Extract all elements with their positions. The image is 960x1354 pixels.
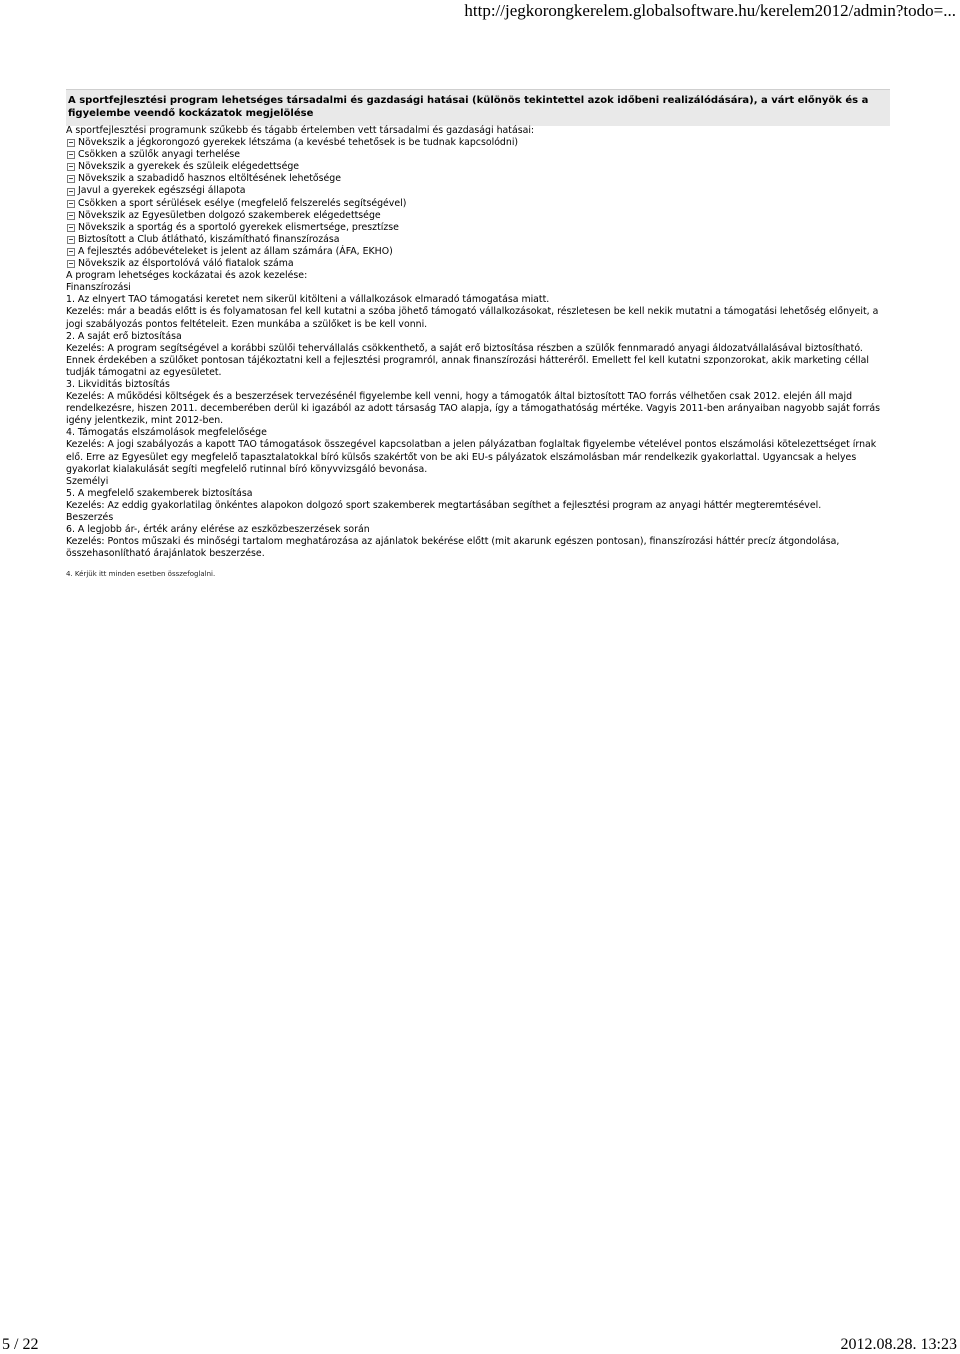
section-content [66,125,892,560]
impact-label: Növekszik a sportág és a sportoló gyerekek elismertsége, presztízse [78,221,399,233]
risk-line: Kezelés: Pontos műszaki és minőségi tartalom meghatározása az ajánlatok bekérése előtt (mit akarunk egészen pontosan), finanszírozási háttér precíz átgondolása, összehasonlítható árajánlatok beszerzése. [66,536,840,560]
impact-label: Növekszik a szabadidő hasznos eltöltésének lehetősége [78,173,342,185]
checked-box-icon [67,151,75,159]
page-number: 5 / 22 [2,1336,39,1353]
risk-line: 4. Támogatás elszámolások megfelelősége [66,427,267,439]
impact-label: Csökken a szülők anyagi terhelése [78,149,240,161]
impact-item [66,137,892,149]
impact-item [66,161,892,173]
page-url: http://jegkorongkerelem.globalsoftware.hu/kerelem2012/admin?todo=... [464,1,956,20]
checked-box-icon [67,139,75,147]
risk-line: Kezelés: Az eddig gyakorlatilag önkéntes alapokon dolgozó sport szakemberek megtartásában segíthet a fejlesztési program az anyagi háttér megteremtésével. [66,499,822,511]
risk-line: 1. Az elnyert TAO támogatási keretet nem sikerül kitölteni a vállalkozások elmaradó támogatása miatt. [66,294,550,306]
print-timestamp: 2012.08.28. 13:23 [840,1336,957,1353]
risk-line: 3. Likviditás biztosítás [66,378,170,390]
impact-item [66,210,892,222]
checked-box-icon [67,248,75,256]
impact-label: Növekszik az Egyesületben dolgozó szakemberek elégedettsége [78,209,381,221]
impact-label: A fejlesztés adóbevételeket is jelent az állam számára (ÁFA, EKHO) [78,245,393,257]
intro-text: A sportfejlesztési programunk szűkebb és tágabb értelemben vett társadalmi és gazdasági hatásai: [66,125,535,136]
risk-line: Személyi [66,475,109,487]
impact-label: Növekszik a gyerekek és szüleik elégedettsége [78,161,300,173]
risk-line: Kezelés: A működési költségek és a beszerzések tervezésénél figyelembe kell venni, hogy a támogatók által biztosított TAO forrás vélhetően csak 2012. elején áll majd rendelkezésre, hiszen 2011. decemberében derül ki igazából az adott társaság TAO alapja, így a támogathatóság mértéke. Vagyis 2011-ben arányaiban nagyobb saját forrás igény jelentkezik, mint 2012-ben. [66,391,880,427]
risk-line: Kezelés: már a beadás előtt is és folyamatosan fel kell kutatni a szóba jöhető támogató vállalkozásokat, részletesen be kell nekik mutatni a támogatási lehetőség előnyeit, a jogi szabályozás pontos feltételeit. Ezen munkába a szülőket is be kell vonni. [66,306,879,330]
impact-label: Növekszik a jégkorongozó gyerekek létszáma (a kevésbé tehetősek is be tudnak kapcsolódni) [78,137,519,149]
impact-label: Növekszik az élsportolóvá váló fiatalok száma [78,258,294,270]
checked-box-icon [67,163,75,171]
footnote: 4. Kérjük itt minden esetben összefoglalni. [66,570,216,578]
checked-box-icon [67,260,75,268]
impact-item [66,149,892,161]
risk-line: Kezelés: A program segítségével a korábbi szülői tehervállalás csökkenthető, a saját erő biztosítása részben a szülők fennmaradó anyagi áldozatvállalásával biztosítható. Ennek érdekében a szülőket pontosan tájékoztatni kell a fejlesztési programról, annak finanszírozási hátteréről. Emellett fel kell kutatni szponzorokat, akik marketing céllal tudják támogatni az egyesületet. [66,342,869,378]
impact-item [66,234,892,246]
checked-box-icon [67,175,75,183]
impact-label: Javul a gyerekek egészségi állapota [78,185,246,197]
risk-lines [66,282,892,560]
section-header [66,89,890,126]
checked-box-icon [67,212,75,220]
risks-heading: A program lehetséges kockázatai és azok kezelése: [66,270,308,282]
impact-list [66,137,892,270]
checked-box-icon [67,236,75,244]
checked-box-icon [67,188,75,196]
risk-line: Kezelés: A jogi szabályozás a kapott TAO támogatások összegével kapcsolatban a jelen pályázatban foglaltak figyelembe vételével pontos elszámolási kötelezettséget írnak elő. Erre az Egyesület egy megfelelő tapasztalatokkal bíró külsős szakértőt von be aki EU-s pályázatok elszámolásban már rendelkezik gyakorlattal. Ugyancsak a helyes gyakorlat kialakulását segíti megfelelő rutinnal bíró könyvvizsgáló bevonása. [66,439,877,475]
risk-line: Beszerzés [66,512,114,523]
risk-line: 6. A legjobb ár-, érték arány elérése az eszközbeszerzések során [66,524,370,536]
impact-item [66,198,892,210]
risk-line: 2. A saját erő biztosítása [66,330,182,342]
impact-item [66,185,892,197]
checked-box-icon [67,200,75,208]
risk-line: 5. A megfelelő szakemberek biztosítása [66,487,253,499]
risk-line: Finanszírozási [66,282,131,294]
impact-item [66,222,892,234]
impact-item [66,173,892,185]
impact-item [66,258,892,270]
section-title: A sportfejlesztési program lehetséges társadalmi és gazdasági hatásai (különös tekintettel azok időbeni realizálódására), a várt előnyök és a figyelembe veendő kockázatok megjelölése [68,95,869,119]
impact-label: Csökken a sport sérülések esélye (megfelelő felszerelés segítségével) [78,197,407,209]
impact-item [66,246,892,258]
impact-label: Biztosított a Club átlátható, kiszámítható finanszírozása [78,233,340,245]
checked-box-icon [67,224,75,232]
